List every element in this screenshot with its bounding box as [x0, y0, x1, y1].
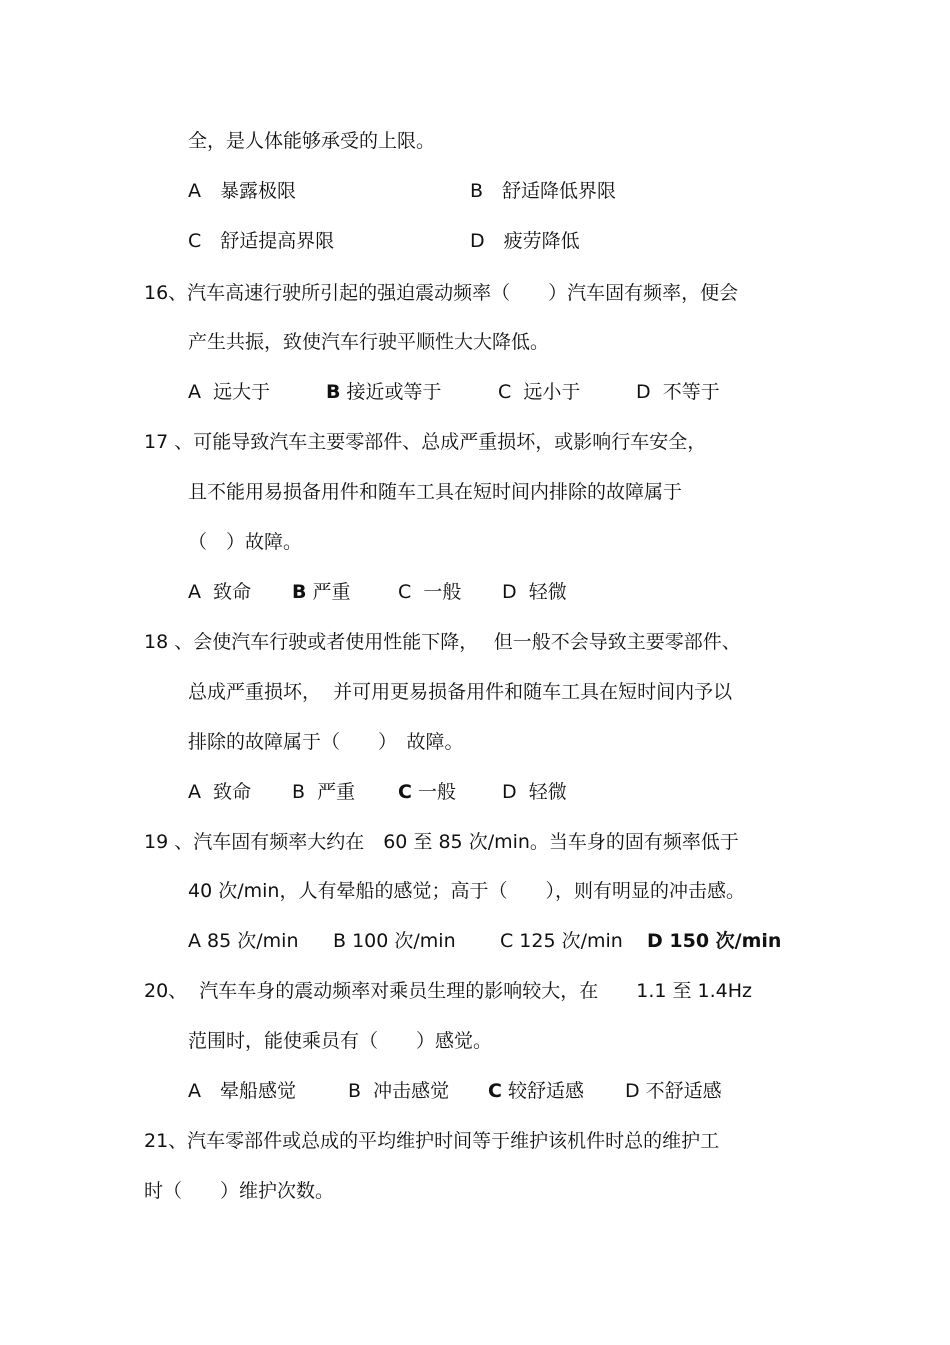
q16-option-c: C 远小于 — [498, 381, 581, 403]
q16-option-b-text: 接近或等于 — [340, 381, 442, 403]
q19-line-2: 40 次/min，人有晕船的感觉；高于（ ），则有明显的冲击感。 — [188, 880, 745, 902]
q18-line-3: 排除的故障属于（ ） 故障。 — [188, 731, 464, 753]
q20-option-c-letter: C — [488, 1080, 502, 1102]
q17-line-2: 且不能用易损备用件和随车工具在短时间内排除的故障属于 — [188, 481, 683, 503]
q19-option-a: A 85 次/min — [188, 930, 299, 952]
q19-option-b: B 100 次/min — [333, 930, 456, 952]
q19-line-1: 19 、汽车固有频率大约在 60 至 85 次/min。当车身的固有频率低于 — [144, 831, 739, 853]
q18-option-c — [398, 779, 456, 805]
q19-option-d: D 150 次/min — [647, 930, 782, 952]
q16-option-d: D 不等于 — [636, 381, 720, 403]
q16-line-2: 产生共振，致使汽车行驶平顺性大大降低。 — [188, 331, 550, 353]
q18-option-c-letter: C — [398, 781, 412, 803]
q18-line-1: 18 、会使汽车行驶或者使用性能下降， 但一般不会导致主要零部件、 — [144, 631, 741, 653]
q19-option-c: C 125 次/min — [500, 930, 623, 952]
q17-option-c: C 一般 — [398, 581, 462, 603]
q18-option-c-text: 一般 — [411, 781, 456, 803]
q20-option-a: A 晕船感觉 — [188, 1080, 296, 1102]
q15-option-d: D 疲劳降低 — [470, 230, 580, 252]
q17-option-b-letter: B — [292, 581, 307, 603]
q20-line-1: 20、 汽车车身的震动频率对乘员生理的影响较大，在 1.1 至 1.4Hz — [144, 980, 753, 1002]
q18-option-b: B 严重 — [292, 781, 356, 803]
q16-option-b-letter: B — [326, 381, 341, 403]
q15-option-b: B 舒适降低界限 — [470, 180, 617, 202]
q18-option-d: D 轻微 — [502, 781, 567, 803]
q21-line-2: 时（ ）维护次数。 — [144, 1180, 335, 1202]
q17-line-1: 17 、可能导致汽车主要零部件、总成严重损坏，或影响行车安全， — [144, 431, 707, 453]
q17-line-3: （ ）故障。 — [188, 531, 303, 553]
q20-line-2: 范围时，能使乘员有（ ）感觉。 — [188, 1030, 493, 1052]
q17-option-a: A 致命 — [188, 581, 252, 603]
q16-line-1: 16、汽车高速行驶所引起的强迫震动频率（ ）汽车固有频率，便会 — [144, 282, 739, 304]
q18-line-2: 总成严重损坏， 并可用更易损备用件和随车工具在短时间内予以 — [188, 681, 733, 703]
q16-option-a: A 远大于 — [188, 381, 271, 403]
q16-option-b — [326, 379, 442, 405]
q17-option-b-text: 严重 — [306, 581, 351, 603]
q20-option-d: D 不舒适感 — [625, 1080, 722, 1102]
q15-option-a: A 暴露极限 — [188, 180, 296, 202]
q20-option-b: B 冲击感觉 — [348, 1080, 450, 1102]
q21-line-1: 21、汽车零部件或总成的平均维护时间等于维护该机件时总的维护工 — [144, 1130, 720, 1152]
q15-option-c: C 舒适提高界限 — [188, 230, 335, 252]
q15-continuation: 全，是人体能够承受的上限。 — [188, 130, 436, 152]
q17-option-b — [292, 579, 351, 605]
q20-option-c — [488, 1078, 584, 1104]
q20-option-c-text: 较舒适感 — [501, 1080, 584, 1102]
q17-option-d: D 轻微 — [502, 581, 567, 603]
q18-option-a: A 致命 — [188, 781, 252, 803]
